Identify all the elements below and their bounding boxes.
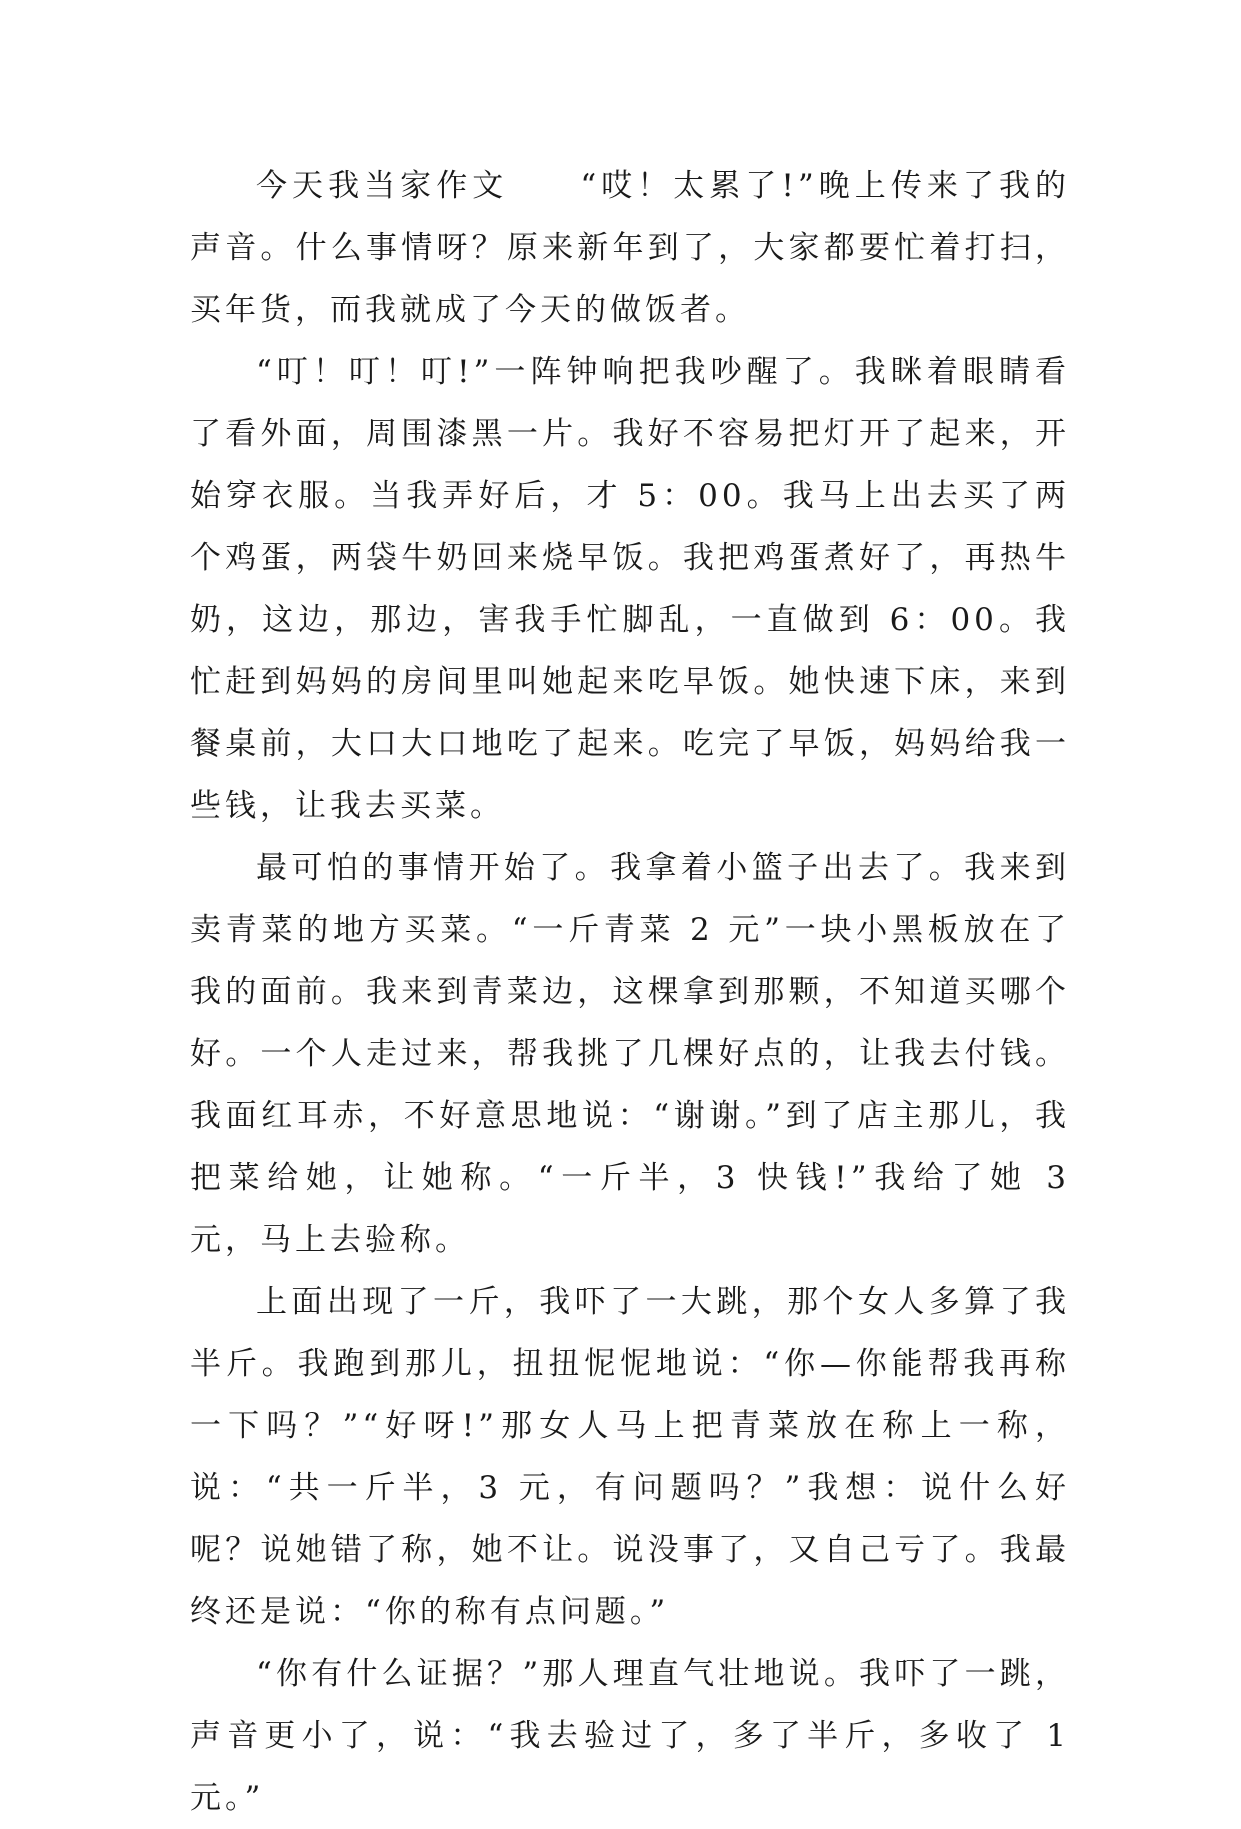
paragraph-4: 上面出现了一斤，我吓了一大跳，那个女人多算了我半斤。我跑到那儿，扭扭怩怩地说：“你—你能帮我再称一下吗？”“好呀!”那女人马上把青菜放在称上一称，说：“共一斤半，3 元，有问题吗？”我想：说什么好呢？说她错了称，她不让。说没事了，又自己亏了。我最终还是说：“你的称有点问题。” bbox=[190, 1284, 1070, 1630]
paragraph-3: 最可怕的事情开始了。我拿着小篮子出去了。我来到卖青菜的地方买菜。“一斤青菜 2 元”一块小黑板放在了我的面前。我来到青菜边，这棵拿到那颗，不知道买哪个好。一个人走过来，帮我挑了几棵好点的，让我去付钱。我面红耳赤，不好意思地说：“谢谢。”到了店主那儿，我把菜给她，让她称。“一斤半，3 快钱!”我给了她 3 元，马上去验称。 bbox=[190, 850, 1070, 1258]
paragraph-1: 今天我当家作文 “哎！太累了!”晚上传来了我的声音。什么事情呀？原来新年到了，大家都要忙着打扫，买年货，而我就成了今天的做饭者。 bbox=[190, 168, 1070, 328]
paragraph-5: “你有什么证据？”那人理直气壮地说。我吓了一跳，声音更小了，说：“我去验过了，多了半斤，多收了 1 元。” bbox=[190, 1656, 1070, 1816]
essay-body bbox=[190, 155, 1070, 1829]
paragraph-2: “叮！叮！叮!”一阵钟响把我吵醒了。我眯着眼睛看了看外面，周围漆黑一片。我好不容易把灯开了起来，开始穿衣服。当我弄好后，才 5：00。我马上出去买了两个鸡蛋，两袋牛奶回来烧早饭。我把鸡蛋煮好了，再热牛奶，这边，那边，害我手忙脚乱，一直做到 6：00。我忙赶到妈妈的房间里叫她起来吃早饭。她快速下床，来到餐桌前，大口大口地吃了起来。吃完了早饭，妈妈给我一些钱，让我去买菜。 bbox=[190, 354, 1070, 824]
